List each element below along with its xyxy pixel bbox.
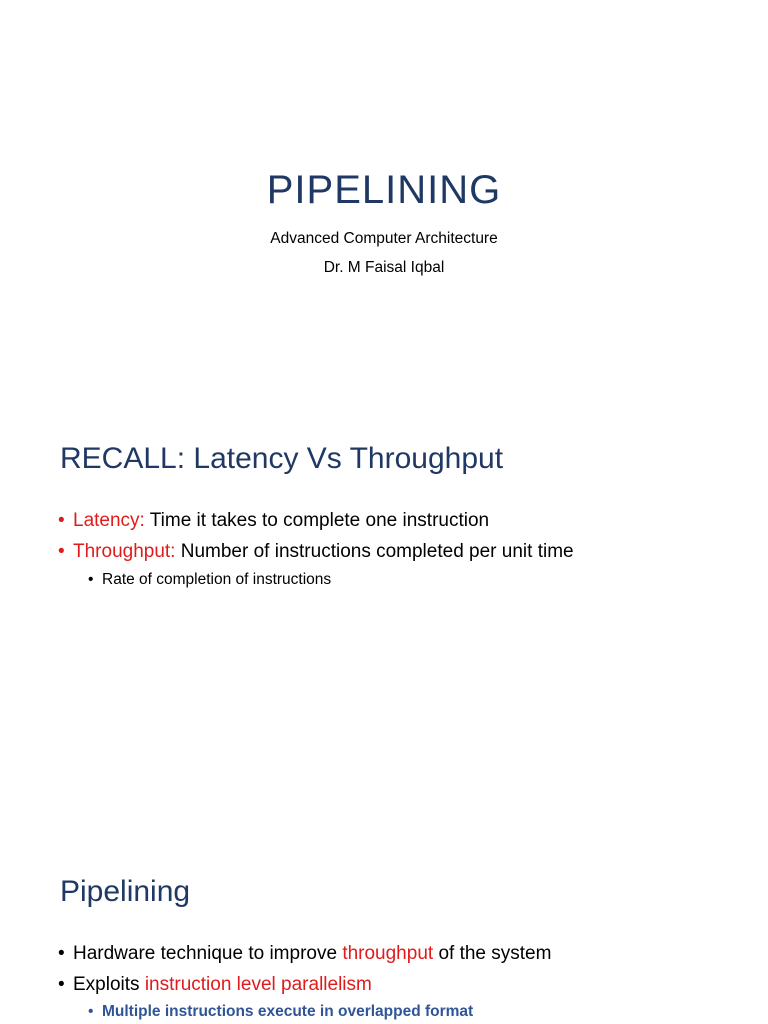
term-label: Throughput: (73, 541, 176, 562)
bullet-marker: • (58, 974, 65, 995)
sub-bullet-text: Multiple instructions execute in overlapped format (102, 1003, 474, 1020)
bullet-marker: • (58, 943, 65, 964)
slide-heading: RECALL: Latency Vs Throughput (60, 442, 504, 475)
bullet-latency (58, 509, 489, 533)
presentation-title: PIPELINING (266, 168, 502, 212)
term-label: Latency: (73, 510, 145, 531)
bullet-marker: • (58, 541, 65, 562)
pipelining-slide (0, 840, 768, 1024)
bullet-text: Hardware technique to improve (73, 943, 343, 964)
recall-slide (0, 420, 768, 840)
bullet-marker: • (88, 571, 94, 588)
author-name: Dr. M Faisal Iqbal (323, 259, 445, 276)
bullet-marker: • (58, 510, 65, 531)
sub-bullet-text: Rate of completion of instructions (102, 571, 332, 588)
slide-heading: Pipelining (60, 875, 191, 908)
highlight-text: instruction level parallelism (144, 974, 372, 995)
term-definition: Number of instructions completed per unit time (175, 541, 574, 562)
bullet-text: of the system (433, 943, 552, 964)
sub-bullet-rate (88, 570, 331, 590)
bullet-text: Exploits (73, 974, 145, 995)
course-name: Advanced Computer Architecture (270, 230, 498, 247)
bullet-ilp (58, 973, 372, 997)
highlight-text: throughput (342, 943, 434, 964)
bullet-throughput (58, 540, 574, 564)
title-slide (0, 0, 768, 420)
bullet-marker: • (88, 1003, 94, 1020)
bullet-hardware-technique (58, 942, 551, 966)
sub-bullet-overlapped (88, 1002, 473, 1022)
term-definition: Time it takes to complete one instruction (144, 510, 490, 531)
